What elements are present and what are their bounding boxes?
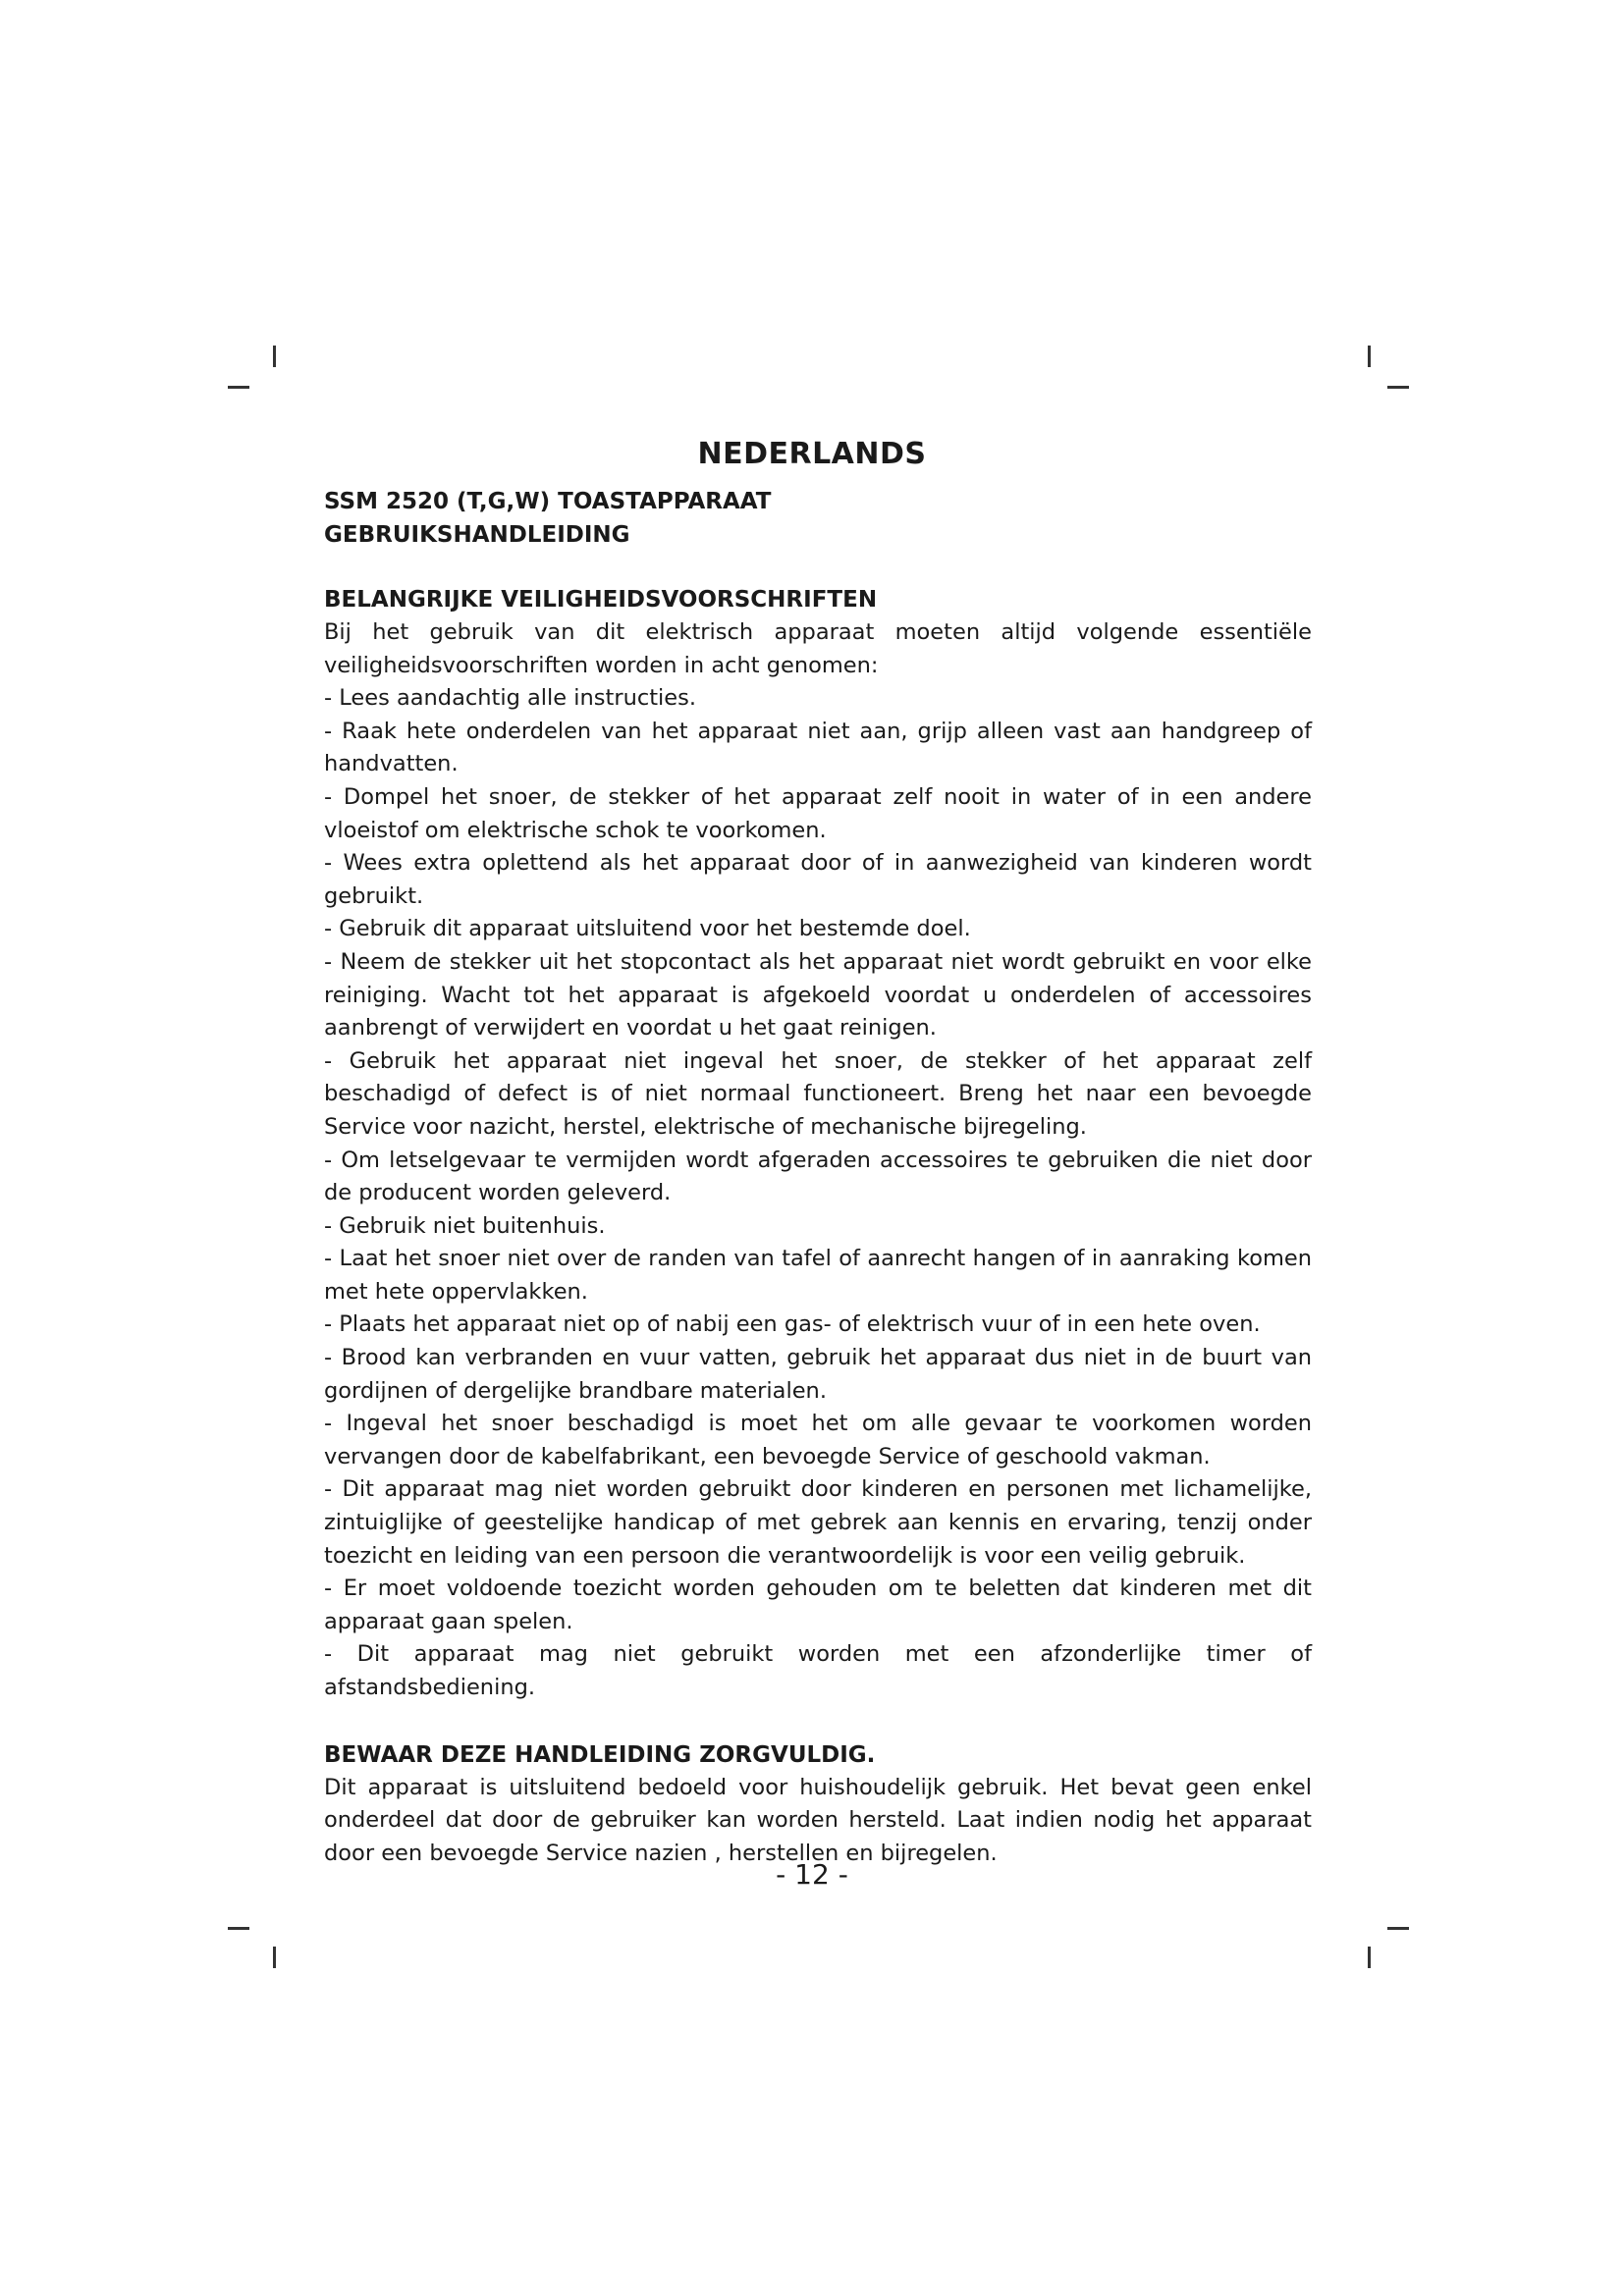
crop-mark-top-left-horizontal	[228, 386, 249, 389]
safety-intro: Bij het gebruik van dit elektrisch apparaat moeten altijd volgende essentiële veiligheidsvoorschriften worden in acht genomen:	[324, 619, 1312, 678]
safety-item: - Laat het snoer niet over de randen van tafel of aanrecht hangen of in aanraking komen met hete oppervlakken.	[324, 1246, 1312, 1305]
crop-mark-bottom-left-horizontal	[228, 1927, 249, 1930]
safety-heading: BELANGRIJKE VEILIGHEIDSVOORSCHRIFTEN	[324, 587, 878, 613]
safety-item: - Raak hete onderdelen van het apparaat niet aan, grijp alleen vast aan handgreep of handvatten.	[324, 718, 1312, 777]
manual-content	[324, 485, 1312, 1870]
keep-manual-heading: BEWAAR DEZE HANDLEIDING ZORGVULDIG.	[324, 1741, 876, 1768]
safety-item: - Gebruik niet buitenhuis.	[324, 1212, 606, 1239]
safety-item: - Dit apparaat mag niet gebruikt worden met een afzonderlijke timer of afstandsbediening.	[324, 1641, 1312, 1700]
safety-item: - Dit apparaat mag niet worden gebruikt door kinderen en personen met lichamelijke, zintuiglijke of geestelijke handicap of met gebrek aan kennis en ervaring, tenzij onder toezicht en leiding van een persoon die verantwoordelijk is voor een veilig gebruik.	[324, 1476, 1312, 1569]
crop-mark-bottom-left-vertical	[273, 1947, 276, 1968]
safety-item: - Gebruik dit apparaat uitsluitend voor het bestemde doel.	[324, 916, 971, 942]
crop-mark-bottom-right-vertical	[1368, 1947, 1371, 1968]
safety-item: - Er moet voldoende toezicht worden gehouden om te beletten dat kinderen met dit apparaat gaan spelen.	[324, 1575, 1312, 1634]
safety-item: - Dompel het snoer, de stekker of het apparaat zelf nooit in water of in een andere vloeistof om elektrische schok te voorkomen.	[324, 783, 1312, 843]
safety-item: - Ingeval het snoer beschadigd is moet het om alle gevaar te voorkomen worden vervangen door de kabelfabrikant, een bevoegde Service of geschoold vakman.	[324, 1411, 1312, 1469]
crop-mark-top-right-vertical	[1368, 346, 1371, 367]
crop-mark-top-right-horizontal	[1387, 386, 1409, 389]
product-model-line: SSM 2520 (T,G,W) TOASTAPPARAAT	[324, 489, 772, 514]
crop-mark-top-left-vertical	[273, 346, 276, 367]
keep-manual-paragraph: Dit apparaat is uitsluitend bedoeld voor huishoudelijk gebruik. Het bevat geen enkel onderdeel dat door de gebruiker kan worden hersteld. Laat indien nodig het apparaat door een bevoegde Service nazien , herstellen en bijregelen.	[324, 1774, 1312, 1866]
safety-item: - Plaats het apparaat niet op of nabij een gas- of elektrisch vuur of in een hete oven.	[324, 1311, 1261, 1338]
safety-item: - Wees extra oplettend als het apparaat door of in aanwezigheid van kinderen wordt gebruikt.	[324, 850, 1312, 909]
safety-item: - Gebruik het apparaat niet ingeval het snoer, de stekker of het apparaat zelf beschadigd of defect is of niet normaal functioneert. Breng het naar een bevoegde Service voor nazicht, herstel, elektrische of mechanische bijregeling.	[324, 1047, 1312, 1140]
safety-item: - Brood kan verbranden en vuur vatten, gebruik het apparaat dus niet in de buurt van gordijnen of dergelijke brandbare materialen.	[324, 1345, 1312, 1404]
crop-mark-bottom-right-horizontal	[1387, 1927, 1409, 1930]
safety-item: - Neem de stekker uit het stopcontact als het apparaat niet wordt gebruikt en voor elke reiniging. Wacht tot het apparaat is afgekoeld voordat u onderdelen of accessoires aanbrengt of verwijdert en voordat u het gaat reinigen.	[324, 948, 1312, 1041]
safety-item: - Om letselgevaar te vermijden wordt afgeraden accessoires te gebruiken die niet door de producent worden geleverd.	[324, 1147, 1312, 1206]
language-title: NEDERLANDS	[697, 437, 927, 471]
document-type: GEBRUIKSHANDLEIDING	[324, 522, 630, 548]
page-number: - 12 -	[776, 1858, 848, 1891]
safety-item: - Lees aandachtig alle instructies.	[324, 685, 697, 712]
